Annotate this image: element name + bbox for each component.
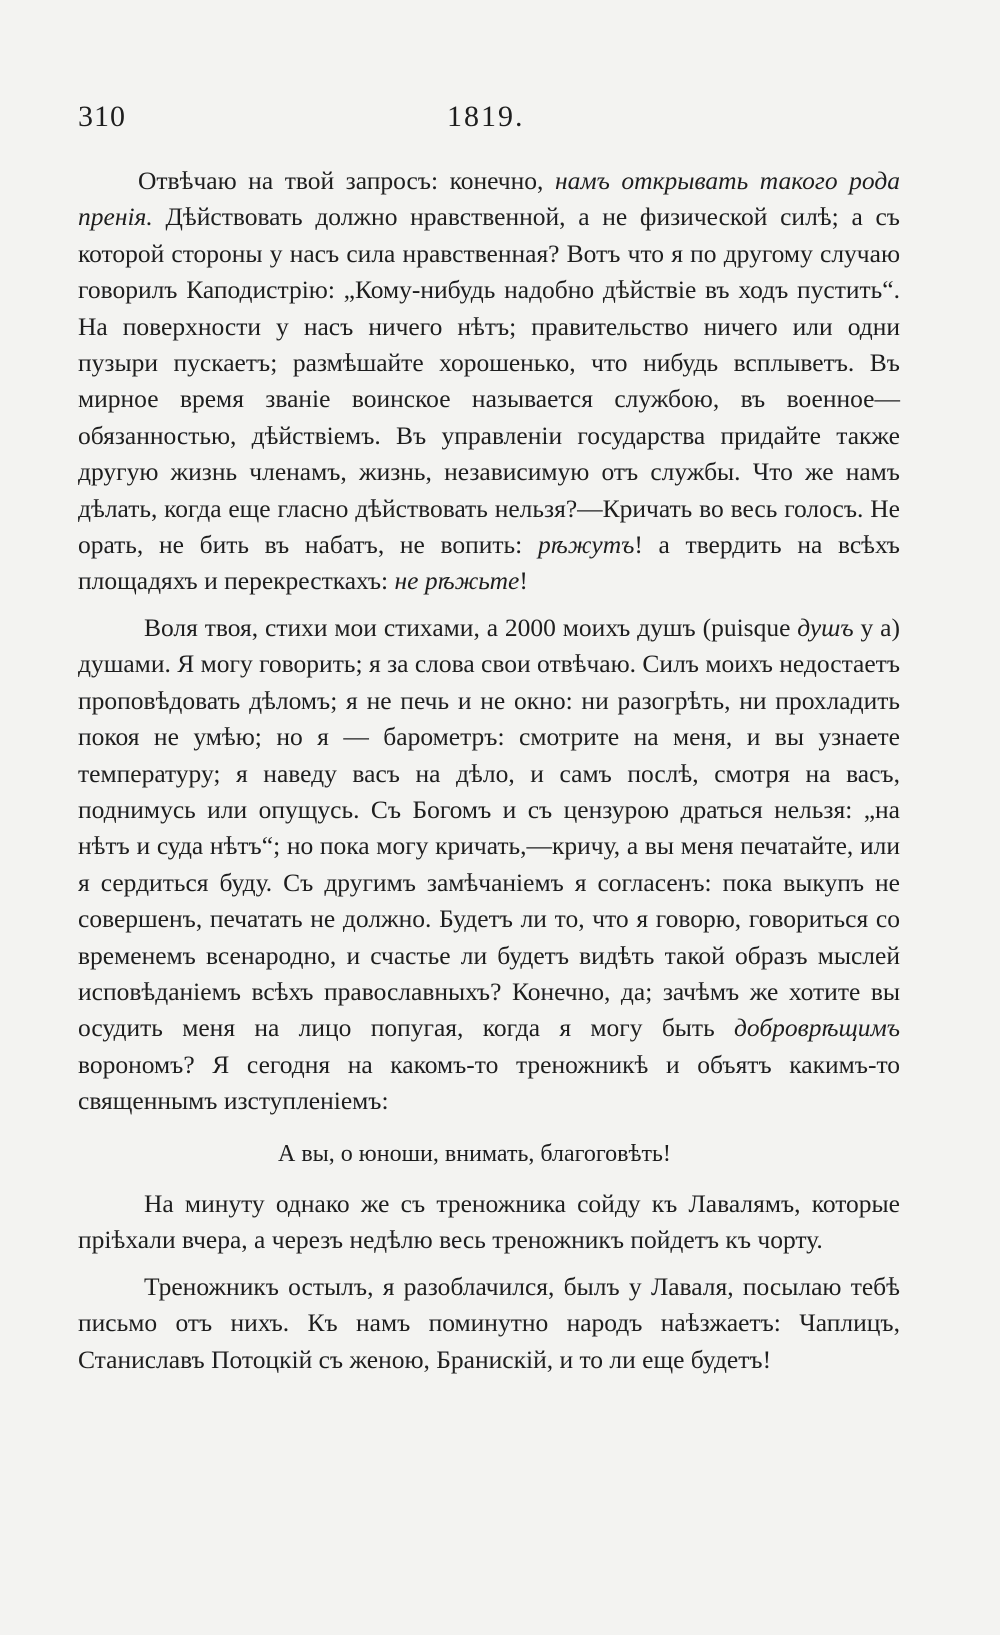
italic-text: рѣжутъ (537, 530, 635, 560)
paragraph-2 (78, 610, 900, 1120)
italic-text: душъ (797, 612, 854, 642)
italic-text: доброврѣщимъ (734, 1013, 900, 1043)
page-header (0, 100, 1000, 150)
text-span: Воля твоя, стихи мои стихами, а 2000 моихъ душъ (puisque (144, 612, 798, 642)
text-span: ! а твердить на всѣхъ площадяхъ и перекресткахъ: (78, 530, 900, 596)
text-span: Отвѣчаю на твой запросъ: конечно, (138, 166, 555, 195)
paragraph-1 (78, 163, 900, 600)
running-head-year: 1819. (447, 100, 525, 133)
italic-text: намъ открывать такого рода пренія. (78, 166, 900, 232)
text-span: ! (519, 566, 528, 596)
text-span: Дѣйствовать должно нравственной, а не физической силѣ; а съ которой стороны у насъ сила нравственная? Вотъ что я по другому случаю говорилъ Каподистрію: „Кому-нибудь надобно дѣйствіе въ ходъ пустить“. На поверхности у насъ ничего нѣтъ; правительство ничего или одни пузыри пускаетъ; размѣшайте хорошенько, что нибудь всплыветъ. Въ мирное время званіе воинское называется службою, въ военное—обязанностью, дѣйствіемъ. Въ управленіи государства придайте также другую жизнь членамъ, жизнь, независимую отъ службы. Что же намъ дѣлать, когда еще гласно дѣйствовать нельзя?—Кричать во весь голосъ. Не орать, не бить въ набатъ, не вопить: (78, 202, 900, 560)
page-number: 310 (78, 100, 126, 133)
body-text (78, 163, 900, 1378)
paragraph-4: Треножникъ остылъ, я разоблачился, былъ у Лаваля, посылаю тебѣ письмо отъ нихъ. Къ намъ поминутно народъ наѣзжаетъ: Чаплицъ, Станиславъ Потоцкій съ женою, Бранискій, и то ли еще будетъ! (78, 1271, 900, 1374)
verse-line: А вы, о юноши, внимать, благоговѣть! (278, 1140, 671, 1167)
text-span: у а) душами. Я могу говорить; я за слова свои отвѣчаю. Силъ моихъ недостаетъ проповѣдовать дѣломъ; я не печь и не окно: ни разогрѣть, ни прохладить покоя не умѣю; но я — барометръ: смотрите на меня, и вы узнаете температуру; я наведу васъ на дѣло, и самъ послѣ, смотря на васъ, поднимусь или опущусь. Съ Богомъ и съ цензурою драться нельзя: „на нѣтъ и суда нѣтъ“; но пока могу кричать,—кричу, а вы меня печатайте, или я сердиться буду. Съ другимъ замѣчаніемъ я согласенъ: пока выкупъ не совершенъ, печатать не должно. Будетъ ли то, что я говорю, говориться со временемъ всенародно, и счастье ли будетъ видѣть такой образъ мыслей исповѣданіемъ всѣхъ православныхъ? Конечно, да; зачѣмъ же хотите вы осудить меня на лицо попугая, когда я могу быть (78, 612, 900, 1043)
italic-text: не рѣжьте (394, 566, 520, 596)
paragraph-3: На минуту однако же съ треножника сойду къ Лавалямъ, которые пріѣхали вчера, а черезъ недѣлю весь треножникъ пойдетъ къ чорту. (78, 1188, 900, 1255)
text-span: ворономъ? Я сегодня на какомъ-то треножникѣ и объятъ какимъ-то священнымъ изступленіемъ: (78, 1049, 900, 1116)
